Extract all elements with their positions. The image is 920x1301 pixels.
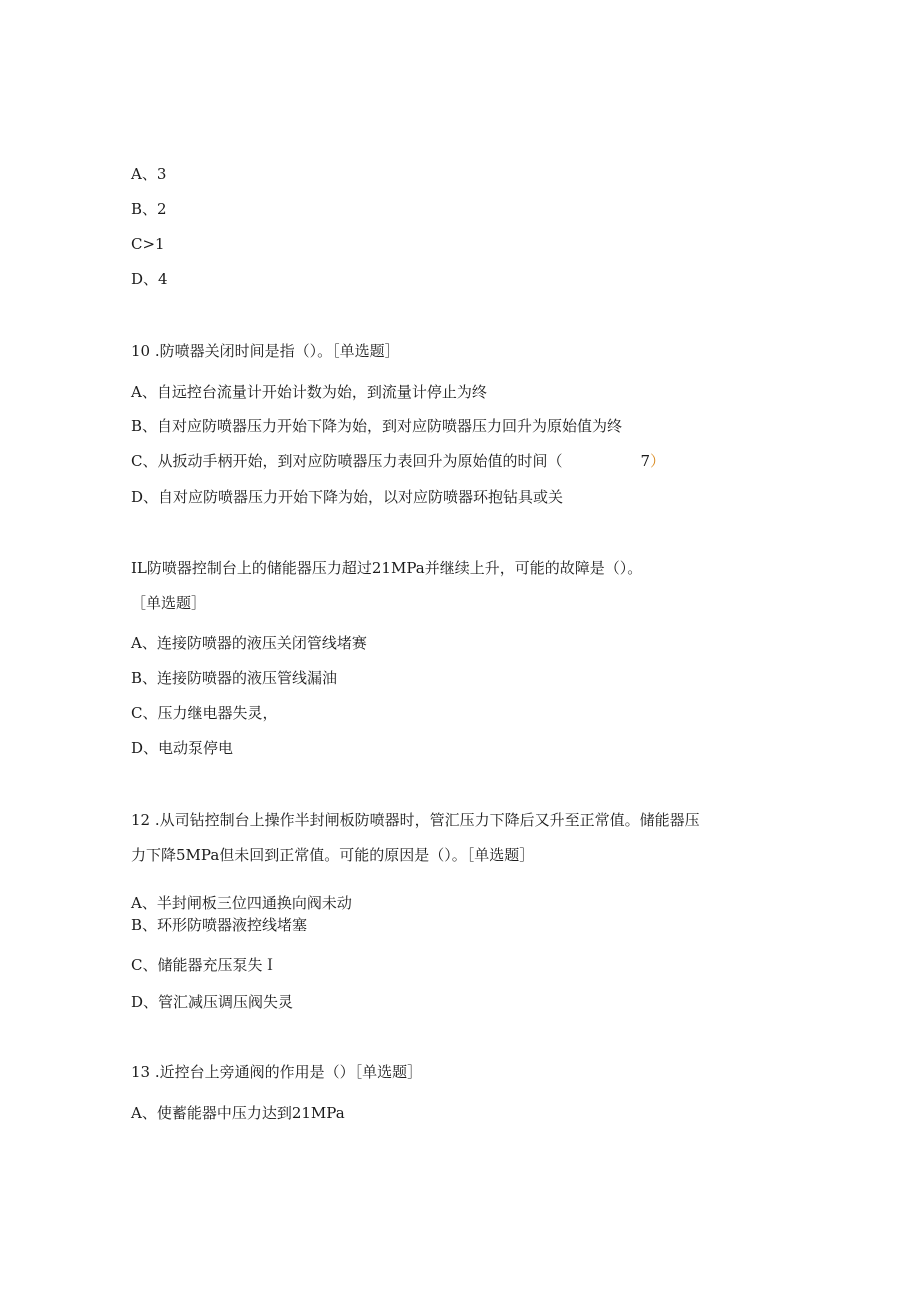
q9-option-b: B、2 [131,200,167,218]
q10-option-a: A、自远控台流量计开始计数为始，到流量计停止为终 [131,383,487,401]
q10-option-c-close: ） [650,452,666,470]
q9-option-c: C>1 [131,235,165,253]
q10-option-c-text: C、从扳动手柄开始，到对应防喷器压力表回升为原始值的时间（ [131,452,563,470]
q11-option-b: B、连接防喷器的液压管线漏油 [131,669,338,687]
q10-stem: 10 .防喷器关闭时间是指（）。［单选题］ [131,342,400,360]
q12-stem-line1: 12 .从司钻控制台上操作半封闸板防喷器时，管汇压力下降后又升至正常值。储能器压 [131,811,700,829]
q10-option-b: B、自对应防喷器压力开始下降为始，到对应防喷器压力回升为原始值为终 [131,417,623,435]
q11-stem-line1: IL防喷器控制台上的储能器压力超过21MPa并继续上升，可能的故障是（）。 [131,559,643,577]
q11-stem-line2: ［单选题］ [131,594,207,612]
q11-option-a: A、连接防喷器的液压关闭管线堵赛 [131,634,367,652]
q9-option-d: D、4 [131,270,168,288]
q10-option-c [131,451,665,471]
q10-option-c-mark: 7 [640,452,651,470]
q12-option-c: C、储能器充压泵失Ｉ [131,956,278,974]
q12-option-d: D、管汇减压调压阀失灵 [131,993,294,1011]
q12-option-a: A、半封闸板三位四通换向阀未动 [131,894,352,912]
q12-stem-line2: 力下降5MPa但未回到正常值。可能的原因是（）。［单选题］ [131,846,535,864]
q13-option-a: A、使蓄能器中压力达到21MPa [131,1104,345,1122]
q12-option-b: B、环形防喷器液控线堵塞 [131,916,308,934]
q10-option-d: D、自对应防喷器压力开始下降为始，以对应防喷器环抱钻具或关 [131,488,564,506]
q9-option-a: A、3 [131,165,167,183]
q13-stem: 13 .近控台上旁通阀的作用是（）［单选题］ [131,1063,423,1081]
q11-option-c: C、压力继电器失灵， [131,704,278,722]
q11-option-d: D、电动泵停电 [131,739,234,757]
